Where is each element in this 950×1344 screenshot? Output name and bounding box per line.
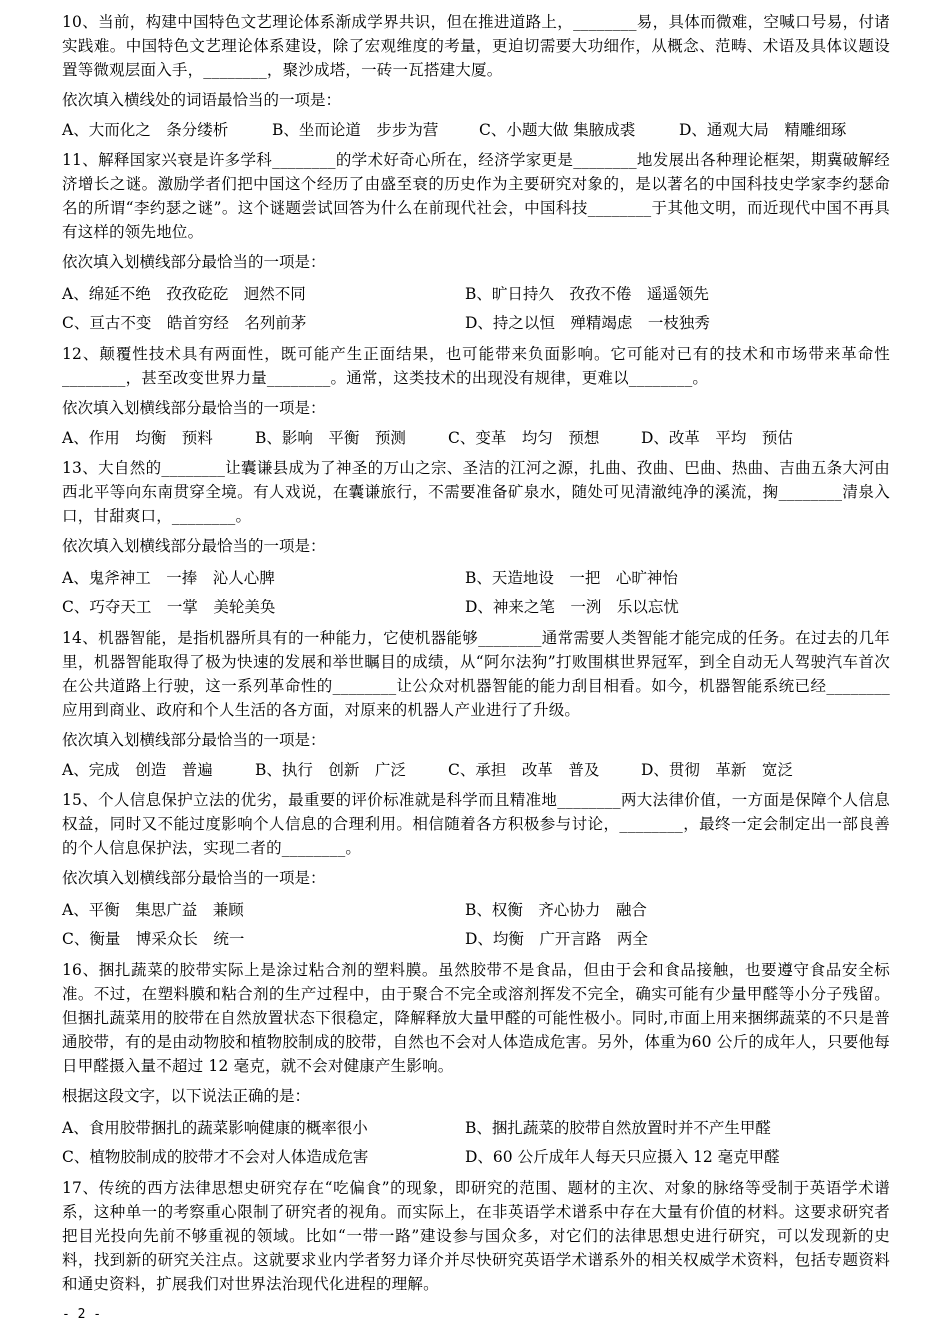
- option-b: B、权衡 齐心协力 融合: [465, 901, 647, 919]
- option-c: C、承担 改革 普及: [448, 761, 600, 779]
- option-d: D、持之以恒 殚精竭虑 一枝独秀: [465, 314, 710, 332]
- option-c: C、小题大做 集腋成裘: [479, 121, 636, 139]
- question-12: [62, 342, 890, 450]
- options-grid: [62, 1114, 890, 1172]
- option-c: C、变革 均匀 预想: [448, 429, 600, 447]
- option-b: B、坐而论道 步步为营: [272, 121, 439, 139]
- question-stem: 13、大自然的________让囊谦县成为了神圣的万山之宗、圣洁的江河之源，扎曲、孜曲、巴曲、热曲、吉曲五条大河由西北平等向东南贯穿全境。有人戏说，在囊谦旅行，不需要准备矿泉水，随处可见清澈纯净的溪流，掬________清泉入口，甘甜爽口，________。: [62, 459, 890, 525]
- page-number: - 2 -: [62, 1307, 102, 1322]
- option-a: A、鬼斧神工 一捧 沁人心脾: [62, 569, 275, 587]
- question-11: [62, 148, 890, 338]
- option-b: B、天造地设 一把 心旷神怡: [465, 569, 678, 587]
- options-row: [62, 758, 890, 782]
- question-prompt: 依次填入划横线部分最恰当的一项是：: [62, 399, 326, 417]
- option-d: D、通观大局 精雕细琢: [679, 121, 847, 139]
- question-13: [62, 456, 890, 622]
- question-prompt: 依次填入划横线部分最恰当的一项是：: [62, 537, 326, 555]
- option-b: B、旷日持久 孜孜不倦 遥遥领先: [465, 285, 709, 303]
- question-prompt: 根据这段文字，以下说法正确的是：: [62, 1087, 311, 1105]
- option-c: C、亘古不变 皓首穷经 名列前茅: [62, 314, 307, 332]
- option-d: D、贯彻 革新 宽泛: [641, 761, 793, 779]
- question-stem: 16、捆扎蔬菜的胶带实际上是涂过粘合剂的塑料膜。虽然胶带不是食品，但由于会和食品接触，也要遵守食品安全标准。不过，在塑料膜和粘合剂的生产过程中，由于聚合不完全或溶剂挥发不完全，确实可能有少量甲醛等小分子残留。但捆扎蔬菜用的胶带在自然放置状态下很稳定，降解释放大量甲醛的可能性极小。同时,市面上用来捆绑蔬菜的不只是普通胶带，有的是由动物胶和植物胶制成的胶带，自然也不会对人体造成危害。另外，体重为60 公斤的成年人，只要他每日甲醛摄入量不超过 12 毫克，就不会对健康产生影响。: [62, 961, 890, 1075]
- question-10: [62, 10, 890, 142]
- question-stem: 17、传统的西方法律思想史研究存在“吃偏食”的现象，即研究的范围、题材的主次、对象的脉络等受制于英语学术谱系，这种单一的考察重心限制了研究者的视角。而实际上，在非英语学术谱系中存在大量有价值的材料。这要求研究者把目光投向先前不够重视的领域。比如“一带一路”建设参与国众多，对它们的法律思想史进行研究，可以发现新的史料，找到新的研究关注点。这就要求业内学者努力译介并尽快研究英语学术谱系外的相关权威学术资料，包括专题资料和通史资料，扩展我们对世界法治现代化进程的理解。: [62, 1179, 890, 1293]
- option-a: A、大而化之 条分缕析: [62, 121, 229, 139]
- question-stem: 12、颠覆性技术具有两面性，既可能产生正面结果，也可能带来负面影响。它可能对已有的技术和市场带来革命性________，甚至改变世界力量________。通常，这类技术的出现没有规律，更难以________。: [62, 345, 890, 387]
- options-grid: [62, 564, 890, 622]
- option-b: B、影响 平衡 预测: [255, 429, 406, 447]
- question-prompt: 依次填入划横线部分最恰当的一项是：: [62, 253, 326, 271]
- question-16: [62, 958, 890, 1172]
- option-a: A、食用胶带捆扎的蔬菜影响健康的概率很小: [62, 1119, 368, 1137]
- question-stem: 14、机器智能，是指机器所具有的一种能力，它使机器能够________通常需要人类智能才能完成的任务。在过去的几年里，机器智能取得了极为快速的发展和举世瞩目的成绩，从“阿尔法狗”打败围棋世界冠军，到全自动无人驾驶汽车首次在公共道路上行驶，这一系列革命性的________让公众对机器智能的能力刮目相看。如今，机器智能系统已经________应用到商业、政府和个人生活的各方面，对原来的机器人产业进行了升级。: [62, 629, 890, 719]
- question-prompt: 依次填入划横线部分最恰当的一项是：: [62, 731, 326, 749]
- question-stem: 10、当前，构建中国特色文艺理论体系渐成学界共识，但在推进道路上，________易，具体而微难，空喊口号易，付诸实践难。中国特色文艺理论体系建设，除了宏观维度的考量，更迫切需要大功细作，从概念、范畴、术语及具体议题设置等微观层面入手，________，聚沙成塔，一砖一瓦搭建大厦。: [62, 13, 890, 79]
- option-a: A、平衡 集思广益 兼顾: [62, 901, 244, 919]
- question-14: [62, 626, 890, 782]
- question-prompt: 依次填入横线处的词语最恰当的一项是：: [62, 91, 342, 109]
- option-b: B、捆扎蔬菜的胶带自然放置时并不产生甲醛: [465, 1119, 771, 1137]
- option-d: D、均衡 广开言路 两全: [465, 930, 648, 948]
- question-15: [62, 788, 890, 954]
- option-d: D、改革 平均 预估: [641, 429, 793, 447]
- option-a: A、绵延不绝 孜孜矻矻 迥然不同: [62, 285, 306, 303]
- options-row: [62, 426, 890, 450]
- option-a: A、完成 创造 普遍: [62, 761, 213, 779]
- question-stem: 15、个人信息保护立法的优劣，最重要的评价标准就是科学而且精准地________两大法律价值，一方面是保障个人信息权益，同时又不能过度影响个人信息的合理利用。相信随着各方积极参与讨论，________，最终一定会制定出一部良善的个人信息保护法，实现二者的________。: [62, 791, 890, 857]
- question-prompt: 依次填入划横线部分最恰当的一项是：: [62, 869, 326, 887]
- option-a: A、作用 均衡 预料: [62, 429, 213, 447]
- options-grid: [62, 280, 890, 338]
- option-d: D、神来之笔 一洌 乐以忘忧: [465, 598, 679, 616]
- option-b: B、执行 创新 广泛: [255, 761, 406, 779]
- option-d: D、60 公斤成年人每天只应摄入 12 毫克甲醛: [465, 1148, 780, 1166]
- option-c: C、植物胶制成的胶带才不会对人体造成危害: [62, 1148, 369, 1166]
- document-page: [62, 10, 890, 1298]
- question-stem: 11、解释国家兴衰是许多学科________的学术好奇心所在，经济学家更是________地发展出各种理论框架，期冀破解经济增长之谜。激励学者们把中国这个经历了由盛至衰的历史作为主要研究对象的，是以著名的中国科技史学家李约瑟命名的所谓“李约瑟之谜”。这个谜题尝试回答为什么在前现代社会，中国科技________于其他文明，而近现代中国不再具有这样的领先地位。: [62, 151, 890, 241]
- options-grid: [62, 896, 890, 954]
- option-c: C、巧夺天工 一掌 美轮美奂: [62, 598, 276, 616]
- option-c: C、衡量 博采众长 统一: [62, 930, 245, 948]
- options-row: [62, 118, 890, 142]
- question-17: [62, 1176, 890, 1296]
